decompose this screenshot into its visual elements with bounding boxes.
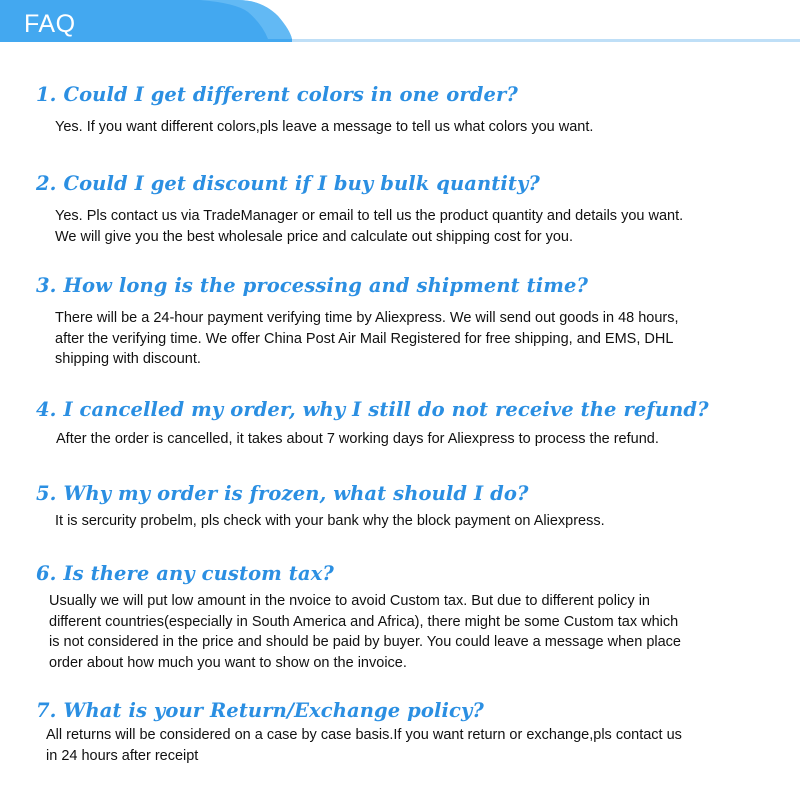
answer-line: shipping with discount.	[55, 351, 201, 367]
faq-item	[0, 82, 800, 138]
faq-question: 7. What is your Return/Exchange policy?	[36, 699, 484, 722]
faq-item	[0, 698, 800, 766]
faq-answer	[46, 725, 800, 766]
page-title: FAQ	[24, 10, 76, 38]
answer-line: is not considered in the price and should be paid by buyer. You could leave a message when place	[49, 634, 681, 650]
answer-line: Usually we will put low amount in the nvoice to avoid Custom tax. But due to different policy in	[49, 593, 650, 609]
faq-item	[0, 561, 800, 673]
faq-question: 1. Could I get different colors in one order?	[36, 83, 518, 106]
faq-item	[0, 171, 800, 247]
faq-header-banner	[0, 0, 800, 44]
answer-line: After the order is cancelled, it takes about 7 working days for Aliexpress to process the refund.	[56, 431, 659, 447]
faq-question: 2. Could I get discount if I buy bulk quantity?	[36, 172, 540, 195]
answer-line: order about how much you want to show on the invoice.	[49, 654, 407, 671]
faq-answer	[56, 429, 800, 450]
answer-line: It is sercurity probelm, pls check with your bank why the block payment on Aliexpress.	[55, 513, 605, 529]
faq-question: 5. Why my order is frozen, what should I do?	[36, 482, 529, 505]
faq-item	[0, 481, 800, 532]
faq-answer	[55, 511, 800, 532]
faq-question: 4. I cancelled my order, why I still do not receive the refund?	[36, 398, 709, 421]
answer-line: Yes. If you want different colors,pls leave a message to tell us what colors you want.	[55, 119, 594, 135]
faq-question: 6. Is there any custom tax?	[36, 562, 334, 585]
faq-answer	[55, 308, 800, 370]
answer-line: after the verifying time. We offer China Post Air Mail Registered for free shipping, and EMS, DHL	[55, 330, 674, 347]
answer-line: in 24 hours after receipt	[46, 747, 199, 764]
answer-line: We will give you the best wholesale price and calculate out shipping cost for you.	[55, 228, 573, 245]
answer-line: different countries(especially in South America and Africa), there might be some Custom tax which	[49, 613, 679, 630]
faq-item	[0, 397, 800, 450]
faq-answer	[55, 117, 800, 138]
faq-answer	[49, 591, 800, 673]
banner-shape	[0, 0, 800, 44]
answer-line: There will be a 24-hour payment verifying time by Aliexpress. We will send out goods in 48 hours,	[55, 310, 679, 326]
faq-item	[0, 273, 800, 370]
answer-line: All returns will be considered on a case by case basis.If you want return or exchange,pls contact us	[46, 727, 682, 743]
faq-answer	[55, 206, 800, 247]
answer-line: Yes. Pls contact us via TradeManager or email to tell us the product quantity and details you want.	[55, 208, 684, 224]
faq-question: 3. How long is the processing and shipment time?	[36, 274, 589, 297]
